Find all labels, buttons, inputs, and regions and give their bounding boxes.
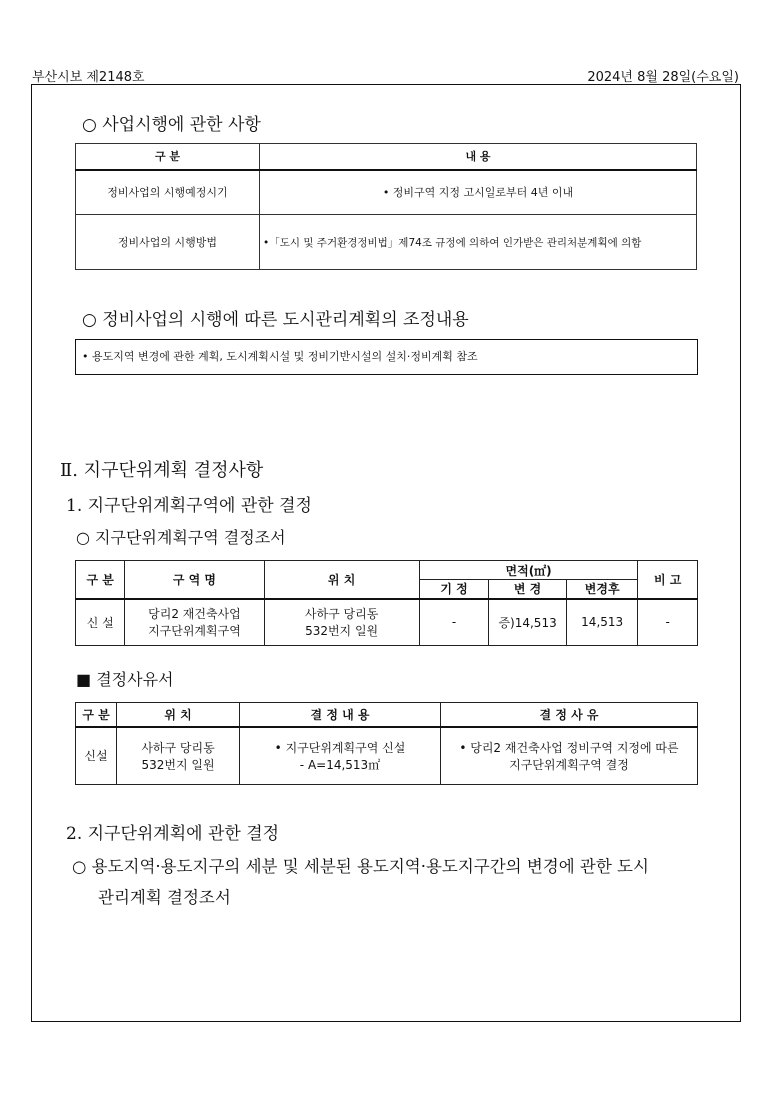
th-change: 변 경 — [489, 580, 567, 599]
section-adjust-title: ○ 정비사업의 시행에 따른 도시관리계획의 조정내용 — [82, 310, 469, 330]
col-content: 내 용 — [260, 144, 697, 170]
cell-content-line2: - A=14,513㎡ — [299, 757, 381, 772]
table-row — [76, 215, 697, 270]
row-value: •「도시 및 주거환경정비법」제74조 규정에 의하여 인가받은 관리처분계획에 의함 — [260, 215, 697, 270]
cell-content — [240, 727, 441, 785]
cell-change: 증)14,513 — [489, 599, 567, 646]
row-label: 정비사업의 시행예정시기 — [76, 170, 260, 215]
col-gubun: 구 분 — [76, 144, 260, 170]
part2-sub2: 2. 지구단위계획에 관한 결정 — [66, 824, 280, 844]
cell-content-line1: • 지구단위계획구역 신설 — [274, 740, 406, 755]
row-label: 정비사업의 시행방법 — [76, 215, 260, 270]
cell-after: 14,513 — [566, 599, 638, 646]
table-row — [76, 599, 698, 646]
cell-reason-line2: 지구단위계획구역 결정 — [509, 757, 629, 772]
th-note: 비 고 — [638, 561, 698, 599]
th-gubun: 구 분 — [76, 561, 125, 599]
part2-title: Ⅱ. 지구단위계획 결정사항 — [60, 460, 264, 481]
row-value: • 정비구역 지정 고시일로부터 4년 이내 — [260, 170, 697, 215]
cell-location — [117, 727, 240, 785]
cell-gubun: 신설 — [76, 727, 117, 785]
cell-location-line2: 532번지 일원 — [141, 757, 215, 772]
bulletin-date: 2024년 8월 28일(수요일) — [587, 70, 739, 85]
th-gubun: 구 분 — [76, 703, 117, 727]
th-exist: 기 정 — [419, 580, 489, 599]
cell-location — [264, 599, 419, 646]
cell-exist: - — [419, 599, 489, 646]
part2-sub1: 1. 지구단위계획구역에 관한 결정 — [66, 496, 312, 516]
th-area: 면적(㎡) — [419, 561, 638, 580]
section-business-title: ○ 사업시행에 관한 사항 — [82, 115, 261, 135]
cell-gubun: 신 설 — [76, 599, 125, 646]
reason-title: ■ 결정사유서 — [76, 670, 174, 689]
th-location: 위 치 — [264, 561, 419, 599]
part2-sub2a-line1: ○ 용도지역·용도지구의 세분 및 세분된 용도지역·용도지구간의 변경에 관한 도시 — [72, 857, 649, 876]
cell-reason-line1: • 당리2 재건축사업 정비구역 지정에 따른 — [459, 740, 679, 755]
table-row — [76, 170, 697, 215]
th-after: 변경후 — [566, 580, 638, 599]
th-location: 위 치 — [117, 703, 240, 727]
cell-name-line2: 지구단위계획구역 — [148, 624, 241, 639]
business-table — [75, 143, 697, 270]
bulletin-issue: 부산시보 제2148호 — [32, 70, 145, 85]
th-reason: 결 정 사 유 — [441, 703, 698, 727]
cell-note: - — [638, 599, 698, 646]
cell-location-line1: 사하구 당리동 — [304, 607, 379, 622]
cell-location-line2: 532번지 일원 — [305, 624, 379, 639]
cell-name-line1: 당리2 재건축사업 — [148, 607, 241, 622]
part2-sub2a-line2: 관리계획 결정조서 — [98, 888, 231, 907]
th-content: 결 정 내 용 — [240, 703, 441, 727]
cell-name — [125, 599, 264, 646]
part2-sub1a: ○ 지구단위계획구역 결정조서 — [76, 528, 286, 547]
adjust-content-box: • 용도지역 변경에 관한 계획, 도시계획시설 및 정비기반시설의 설치·정비계획 참조 — [75, 339, 698, 375]
th-name: 구 역 명 — [125, 561, 264, 599]
district-table — [75, 560, 698, 646]
reason-table — [75, 702, 698, 785]
cell-reason — [441, 727, 698, 785]
table-row — [76, 727, 698, 785]
cell-location-line1: 사하구 당리동 — [141, 740, 215, 755]
